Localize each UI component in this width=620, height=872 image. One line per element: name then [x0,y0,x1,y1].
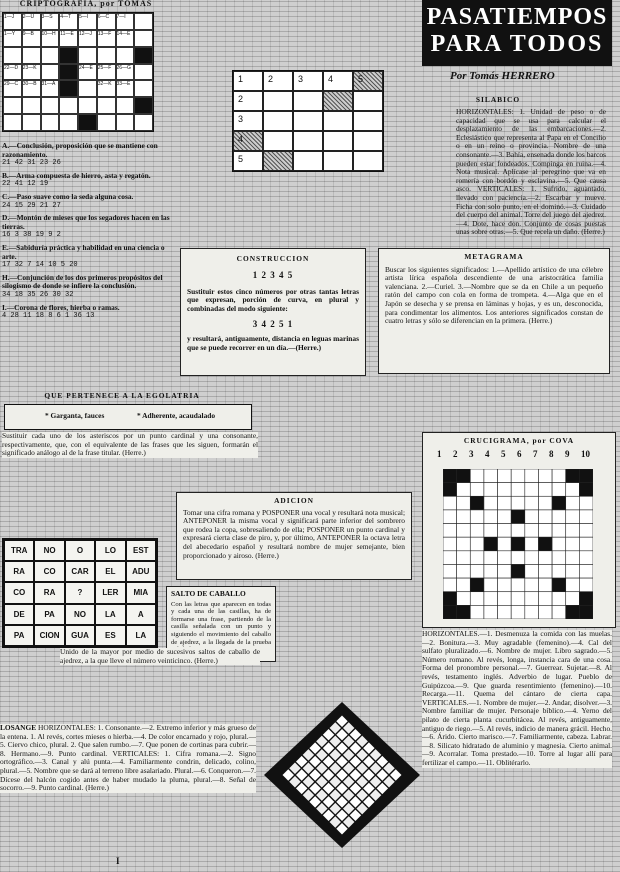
crucigrama-cell [470,524,484,538]
caballo-cell: EL [96,562,124,581]
crucigrama-cell [457,469,471,483]
crucigrama-cell [470,551,484,565]
crucigrama-cell [498,524,512,538]
caballo-cell: GUA [66,626,94,645]
footer-mark: I [116,856,120,866]
crucigrama-cell [457,551,471,565]
crucigrama-cell [579,483,593,497]
crucigrama-title: CRUCIGRAMA, por COVA [463,436,575,445]
caballo-cell: ? [66,583,94,602]
crucigrama-cell [566,592,580,606]
page-title-line1: PASATIEMPOS [426,4,608,30]
criptografia-cell: 6—C [97,13,116,30]
metagrama-title: METAGRAMA [464,252,524,261]
silabico-cell [293,111,323,131]
criptografia-clue: I.—Corona de flores, hierba o ramas. [2,302,120,312]
header-author: Por Tomás HERRERO [450,70,555,82]
caballo-cell: O [66,541,94,560]
criptografia-clue-numbers: 21 42 31 23 26 [2,159,61,168]
criptografia-cell [134,114,153,131]
crucigrama-cell [579,564,593,578]
metagrama-panel [378,248,610,374]
criptografia-clue-numbers: 4 28 11 18 8 6 1 36 13 [2,312,95,321]
criptografia-cell: 12—J [78,30,97,47]
crucigrama-cell [511,524,525,538]
crucigrama-cell [498,537,512,551]
crucigrama-cell [484,592,498,606]
caballo-cell: ADU [127,562,155,581]
criptografia-cell [78,114,97,131]
egolatria-title: QUE PERTENECE A LA EGOLATRIA [44,391,200,400]
criptografia-clue: H.—Conjunción de los dos primeros propósitos del silogismo de donde se infiere la conclusión. [2,272,163,291]
crucigrama-cell [552,469,566,483]
construccion-text2: y resultará, antiguamente, distancia en leguas marinas que se puede recorrer en un día.—(Herre.) [187,334,359,352]
criptografia-clue: E.—Sabiduría práctica y habilidad en una ciencia o arte. [2,242,165,261]
criptografia-cell [97,114,116,131]
crucigrama-cell [457,564,471,578]
silabico-cell [323,111,353,131]
caballo-cell: LER [96,583,124,602]
criptografia-cell [78,47,97,64]
crucigrama-cell [443,578,457,592]
caballo-text2: Unido de la mayor por medio de sucesivos saltos de caballo de ajedrez, a la que lleve el número veinticinco. (Herre.) [60,647,260,665]
silabico-cell [263,111,293,131]
adicion-panel [176,492,412,580]
caballo-cell: NO [66,605,94,624]
caballo-cell: TRA [5,541,33,560]
crucigrama-cell [443,605,457,619]
caballo-cell: CION [35,626,63,645]
criptografia-clue-numbers: 24 15 29 21 27 [2,201,61,210]
crucigrama-cell [470,483,484,497]
silabico-cell [323,151,353,171]
crucigrama-number: 10 [581,449,590,459]
crucigrama-cell [552,578,566,592]
crucigrama-cell [470,537,484,551]
caballo-cell: RA [5,562,33,581]
criptografia-clues [2,138,170,321]
caballo-cell: CO [5,583,33,602]
crucigrama-cell [525,564,539,578]
crucigrama-cell [511,551,525,565]
crucigrama-cell [457,496,471,510]
crucigrama-cell [511,592,525,606]
caballo-cell: LO [96,541,124,560]
crucigrama-number: 7 [533,449,538,459]
crucigrama-cell [470,469,484,483]
crucigrama-cell [484,551,498,565]
criptografia-cell [41,64,60,81]
criptografia-cell [134,13,153,30]
criptografia-cell: 4—T [59,13,78,30]
crucigrama-cell [457,510,471,524]
crucigrama-cell [579,496,593,510]
crucigrama-cell [498,605,512,619]
egolatria-item-1: * Garganta, fauces [45,411,105,420]
caballo-cell: ES [96,626,124,645]
criptografia-clue: D.—Montón de mieses que los segadores hacen en las tierras. [2,213,170,231]
crucigrama-cell [457,524,471,538]
silabico-grid [232,70,384,172]
silabico-cell [263,91,293,111]
crucigrama-cell [525,483,539,497]
criptografia-cell [78,97,97,114]
crucigrama-cell [470,510,484,524]
criptografia-cell [41,114,60,131]
silabico-title: SILABICO [475,95,521,104]
crucigrama-cell [443,496,457,510]
crucigrama-cell [484,510,498,524]
crucigrama-cell [579,592,593,606]
losange-grid [262,700,422,850]
criptografia-clue: C.—Paso suave como la seda alguna cosa. [2,191,134,201]
silabico-cell [293,91,323,111]
criptografia-cell [134,47,153,64]
criptografia-clue-numbers: 17 32 7 14 10 5 20 [2,261,78,270]
caballo-cell: CO [35,562,63,581]
criptografia-cell [78,80,97,97]
criptografia-cell [59,64,78,81]
crucigrama-cell [566,605,580,619]
criptografia-cell [22,97,41,114]
crucigrama-cell [566,524,580,538]
caballo-cell: NO [35,541,63,560]
criptografia-panel [0,0,172,372]
crucigrama-cell [525,510,539,524]
egolatria-panel [0,392,260,472]
criptografia-cell [97,97,116,114]
criptografia-cell: 5—I [78,13,97,30]
criptografia-cell: 33—E [116,80,135,97]
crucigrama-cell [552,496,566,510]
crucigrama-cell [498,564,512,578]
criptografia-cell: 26—G [116,64,135,81]
criptografia-cell [41,97,60,114]
crucigrama-number: 4 [485,449,490,459]
caballo-cell: A [127,605,155,624]
crucigrama-cell [538,564,552,578]
criptografia-cell [22,47,41,64]
crucigrama-cell [525,592,539,606]
criptografia-cell: 11—E [59,30,78,47]
criptografia-cell [3,97,22,114]
caballo-cell: LA [127,626,155,645]
construccion-panel [180,248,366,376]
criptografia-cell [22,114,41,131]
crucigrama-cell [579,537,593,551]
caballo-text: Con las letras que aparecen en todas y cada una de las casillas, ha de formarse una frase, partiendo de la casilla señalada con un punto y siguiendo el movimiento del caballo de ajedrez, a la llegada de la prueba [171,600,271,646]
caballo-cell: CAR [66,562,94,581]
adicion-title: ADICION [274,496,314,505]
crucigrama-cell [552,524,566,538]
crucigrama-cell [525,578,539,592]
silabico-panel [228,66,610,237]
crucigrama-cell [511,605,525,619]
egolatria-text: Sustituir cada uno de los asteriscos por un punto cardinal y una consonante, respectivamente, que, con el equivalente de las frases que les siguen, formarán el significado análogo al de la frase titular. (Herre.) [2,431,258,458]
criptografia-cell [97,47,116,64]
crucigrama-cell [552,592,566,606]
criptografia-cell: 14—E [116,30,135,47]
caballo-cell: DE [5,605,33,624]
crucigrama-cell [484,578,498,592]
crucigrama-cell [457,537,471,551]
crucigrama-cell [470,605,484,619]
crucigrama-grid [443,469,593,619]
crucigrama-cell [457,605,471,619]
crucigrama-cell [511,496,525,510]
criptografia-cell [59,47,78,64]
crucigrama-cell [566,537,580,551]
criptografia-cell [59,97,78,114]
silabico-text: HORIZONTALES: 1. Unidad de peso o de capacidad que se usa para calcular el desplazamiento de las embarcaciones.—2. Eclesiástico que representa al Papa en el Concilio o en un reino o provincia. Nombre de una consonante.—3. Bahía, ensenada donde los barcos pueden estar fondeados. Compinga en ruina.—4. Nota musical. Aplícase al peregrino que va en romería con bordón y esclavina.—5. Que causa asco. VERTICALES: 1. Sufrido, aguantado, llevado con paciencia.—2. Escarbar y mueve. Ficha con solo punto, en el dominó.—3. Cuidado del cuerpo del animal. Torre del juego del ajedrez.—4. Dote, hace don. Conjunto de cosas puestas unas sobre otras.—5. Que recela un daño. (Herre.) [456,107,606,237]
crucigrama-number: 3 [469,449,474,459]
silabico-cell: 5 [353,71,383,91]
crucigrama-cell [484,524,498,538]
silabico-cell [293,151,323,171]
crucigrama-number: 6 [517,449,522,459]
crucigrama-number: 1 [437,449,442,459]
crucigrama-cell [552,564,566,578]
crucigrama-cell [538,496,552,510]
crucigrama-cell [538,483,552,497]
crucigrama-cell [579,578,593,592]
silabico-cell [353,91,383,111]
crucigrama-panel [422,432,616,628]
crucigrama-cell [579,605,593,619]
adicion-text: Tomar una cifra romana y POSPONER una vocal y resultará nota musical; ANTEPONER la misma vocal y significará parte inferior del sombrero que rodea la copa, sobresaliendo de ella; POSPONER un punto cardinal y expresará cierta clase de piro, y, por último, ANTEPONER la octava letra del abecedario español y resultará nombre de mujer semejante, bien proporcionado y airoso. (Herre.) [183,507,405,560]
silabico-cell: 5 [233,151,263,171]
crucigrama-text: HORIZONTALES.—1. Desmenuza la comida con las muelas.—2. Bonitura.—3. Muy agradable (femenino).—4. Cal del sulfato pluralizado.—6. Nombre de mujer. Libro sagrado.—5. Número romano. Al revés, longa, instancia cara de una cosa. Forma del pronombre personal.—7. Guerrear. Sujetar.—8. Al revés, testamento inglés. Adverbio de lugar. Pueblo de Guipúzcoa.—9. Que guarda resentimiento (femenino).—10. Recarga.—11. Quema del cántaro de cierta capa. VERTICALES.—1. Nombre de mujer.—2. Andar, disolver.—3. Nombre familiar de mujer. Personaje bíblico.—4. Yerno del pilato de cierta planta cucurbitácea. Al revés, antiguamente, antiguo de riego.—5. Al revés, indicio de manera grácil. Hecho.—6. Árido. Cierto marisco.—7. Familiarmente, cabeza. Labrar.—8. Silicato hidratado de aluminio y magnesia. Cierto animal.—9. Acorralar. Toma prestado.—10. Torre al lugar allí para fertilizar el campo.—11. Oblitérarlo. [422,629,612,767]
criptografia-cell [59,80,78,97]
crucigrama-number: 2 [453,449,458,459]
silabico-cell: 2 [263,71,293,91]
crucigrama-cell [511,564,525,578]
crucigrama-cell [443,592,457,606]
criptografia-cell [116,47,135,64]
criptografia-cell [134,30,153,47]
crucigrama-cell [579,524,593,538]
criptografia-cell: 29—C [3,80,22,97]
caballo-cell: LA [96,605,124,624]
caballo-cell: MIA [127,583,155,602]
crucigrama-cell [525,537,539,551]
criptografia-cell: 3—S [41,13,60,30]
crucigrama-cell [552,605,566,619]
crucigrama-cell [443,564,457,578]
losange-body: HORIZONTALES: 1. Consonante.—2. Extremo inferior y más grueso de la entena. 1. Al revés, cortes mieses o hierba.—4. De color encarnado y rojo, plural.—5. Ciervo chico, plural. 2. Que salen rumbo.—7. Que ponen de cortinas para cubrir.—8. Hermano.—9. Punto cardinal. VERTICALES: 1. Cifra romana.—2. Signo ortográfico.—3. Canal y alú punta.—4. Familiarmente condrin, delicado, colino, plural.—5. Nombre que se dará al terreno libre asalariado. Plural.—6. Conqueron.—7. Dícese del halcón cogido antes de haber mudado la pluma, plural.—8. Señal de socorro.—9. Punto cardinal. (Herre.) [0,723,256,793]
criptografia-cell: 22—D [3,64,22,81]
metagrama-text: Buscar los siguientes significados: 1.—Apellido artístico de una célebre artista lírica española descendiente de una aristocrática familia valenciana. 2.—Curiel. 3.—Nombre que se da en Chile a un pequeño ratón del campo con cola en forma de trompeta. 4.—Alga que en el Japón se desecha y se prensa en láminas y hojas, y es un, desconocida, para condimentar los alimentos. Los anteriores significados constan de cuatro letras y sólo se diferencian en la primera. (Herre.) [385,264,603,326]
silabico-cell [263,151,293,171]
criptografia-grid [2,12,154,132]
crucigrama-cell [443,551,457,565]
criptografia-cell: 7—I [116,13,135,30]
crucigrama-cell [566,469,580,483]
crucigrama-cell [566,496,580,510]
criptografia-cell: 1—Y [3,30,22,47]
crucigrama-cell [525,605,539,619]
criptografia-cell [134,97,153,114]
crucigrama-cell [579,469,593,483]
crucigrama-cell [498,578,512,592]
crucigrama-cell [566,551,580,565]
caballo-cell: PA [5,626,33,645]
crucigrama-cell [538,578,552,592]
crucigrama-cell [457,592,471,606]
crucigrama-cell [552,551,566,565]
crucigrama-cell [566,578,580,592]
silabico-cell [263,131,293,151]
crucigrama-cell [484,469,498,483]
criptografia-cell: 31—A [41,80,60,97]
silabico-cell [323,91,353,111]
crucigrama-cell [498,469,512,483]
egolatria-item-2: * Adherente, acaudalado [137,411,216,420]
crucigrama-cell [484,483,498,497]
crucigrama-cell [443,524,457,538]
crucigrama-cell [511,483,525,497]
criptografia-cell: 13—F [97,30,116,47]
crucigrama-cell [566,564,580,578]
crucigrama-cell [538,510,552,524]
crucigrama-cell [457,578,471,592]
crucigrama-cell [443,469,457,483]
crucigrama-cell [498,496,512,510]
construccion-title: CONSTRUCCION [236,254,310,263]
crucigrama-number: 8 [549,449,554,459]
silabico-cell: 3 [233,111,263,131]
header-title-box [422,0,612,66]
crucigrama-number: 9 [565,449,570,459]
criptografia-clue: A.—Conclusión, proposición que se mantiene con razonamiento. [2,141,158,159]
criptografia-clue-numbers: 16 3 38 19 9 2 [2,231,61,240]
silabico-cell [293,131,323,151]
crucigrama-number: 5 [501,449,506,459]
criptografia-clue-numbers: 34 18 35 26 30 32 [2,290,74,299]
criptografia-cell [3,47,22,64]
crucigrama-cell [566,510,580,524]
crucigrama-cell [538,537,552,551]
crucigrama-cell [525,524,539,538]
silabico-cell: 1 [233,71,263,91]
criptografia-cell: 30—B [22,80,41,97]
criptografia-cell: 1—J [3,13,22,30]
crucigrama-cell [552,537,566,551]
criptografia-cell [134,64,153,81]
criptografia-cell [116,114,135,131]
crucigrama-cell [484,564,498,578]
crucigrama-cell [552,483,566,497]
crucigrama-cell [525,496,539,510]
crucigrama-cell [552,510,566,524]
criptografia-cell [41,47,60,64]
crucigrama-cell [498,483,512,497]
criptografia-cell: 9—B [22,30,41,47]
crucigrama-cell [498,551,512,565]
criptografia-cell: 2—U [22,13,41,30]
criptografia-clue-numbers: 22 41 12 19 [2,180,49,189]
crucigrama-cell [538,551,552,565]
silabico-cell [353,131,383,151]
caballo-cell: PA [35,605,63,624]
caballo-title: SALTO DE CABALLO [171,589,246,598]
construccion-text1: Sustituir estos cinco números por otras tantas letras que expresan, porción de curva, en plural y combinadas del modo siguiente: [187,286,359,313]
crucigrama-cell [538,605,552,619]
construccion-bottom-numbers: 3 4 2 5 1 [252,319,294,330]
construccion-top-numbers: 1 2 3 4 5 [252,269,294,280]
crucigrama-cell [579,510,593,524]
criptografia-cell [59,114,78,131]
criptografia-cell: 10—H [41,30,60,47]
crucigrama-cell [538,524,552,538]
criptografia-cell [116,97,135,114]
crucigrama-cell [470,496,484,510]
criptografia-cell: 25—F [97,64,116,81]
silabico-cell: 4 [323,71,353,91]
criptografia-cell: 32—K [97,80,116,97]
crucigrama-cell [470,578,484,592]
caballo-grid [2,538,158,648]
silabico-cell [353,151,383,171]
losange-title: LOSANGE [0,723,37,732]
silabico-cell: 2 [233,91,263,111]
crucigrama-cell [484,496,498,510]
crucigrama-cell [538,592,552,606]
silabico-cell: 4 [233,131,263,151]
silabico-cell: 3 [293,71,323,91]
silabico-cell [323,131,353,151]
silabico-cell [353,111,383,131]
crucigrama-cell [511,469,525,483]
criptografia-cell [134,80,153,97]
criptografia-cell: 24—E [78,64,97,81]
crucigrama-cell [525,551,539,565]
crucigrama-cell [511,510,525,524]
crucigrama-cell [470,564,484,578]
egolatria-box [4,404,252,430]
crucigrama-cell [484,605,498,619]
crucigrama-cell [566,483,580,497]
crucigrama-cell [457,483,471,497]
crucigrama-cell [538,469,552,483]
crucigrama-cell [443,510,457,524]
crucigrama-cell [498,592,512,606]
caballo-cell: RA [35,583,63,602]
crucigrama-cell [511,537,525,551]
crucigrama-cell [443,537,457,551]
criptografia-title: CRIPTOGRAFIA, por TOMÁS [19,0,153,8]
crucigrama-cell [470,592,484,606]
crucigrama-cell [579,551,593,565]
crucigrama-cell [525,469,539,483]
caballo-cell: EST [127,541,155,560]
crucigrama-cell [511,578,525,592]
criptografia-clue: B.—Arma compuesta de hierro, asta y regatón. [2,170,151,180]
page-title-line2: PARA TODOS [430,31,604,57]
crucigrama-cell [484,537,498,551]
crucigrama-cell [443,483,457,497]
criptografia-cell [3,114,22,131]
crucigrama-cell [498,510,512,524]
losange-text [0,724,256,793]
criptografia-cell: 23—K [22,64,41,81]
